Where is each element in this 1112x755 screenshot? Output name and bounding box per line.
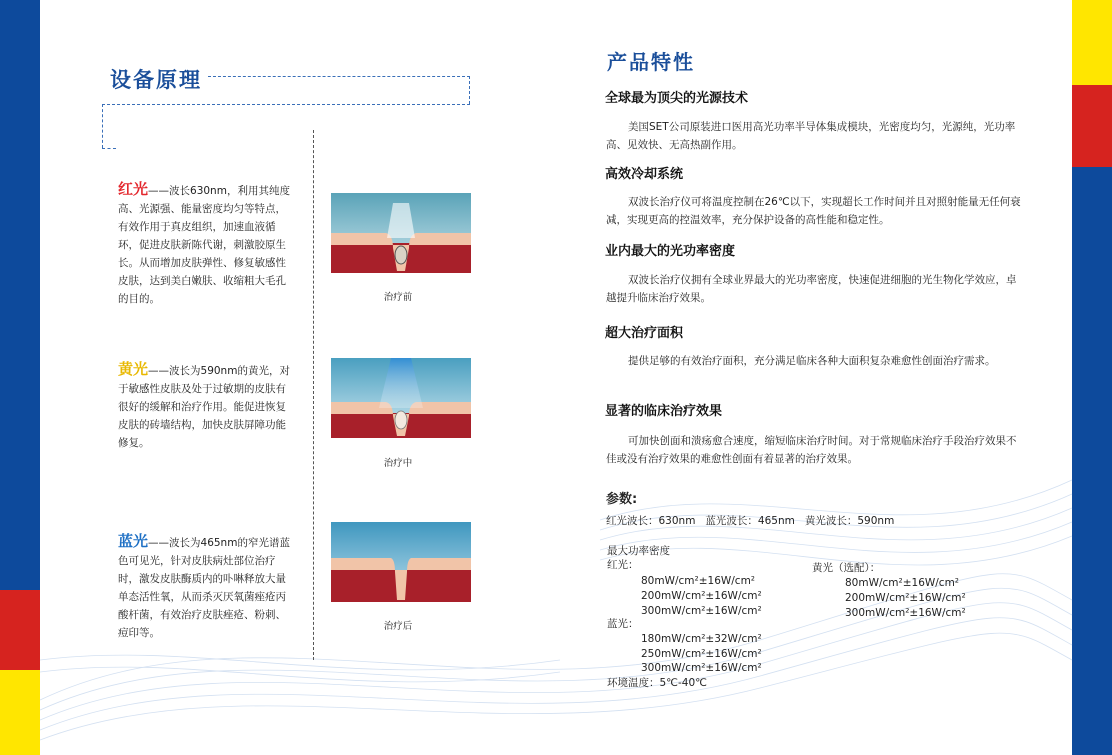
- blue-light-paragraph: [118, 532, 296, 642]
- title-dash-line: [208, 76, 470, 77]
- title-dash-right: [469, 76, 470, 104]
- yellow-light-paragraph: [118, 360, 296, 452]
- red-light-text: ——波长630nm，利用其纯度高、光源强、能量密度均匀等特点，有效作用于真皮组织，加速血液循环，促进皮肤新陈代谢，刺激胶原生长。从而增加皮肤弹性、修复敏感性皮肤，达到美白嫩肤、收缩粗大毛孔的目的。: [118, 185, 290, 305]
- feature-text: 美国SET公司原装进口医用高光功率半导体集成模块，光密度均匀，光源纯，光功率高、见效快、无高热副作用。: [606, 121, 1016, 151]
- params-yellow-value: 80mW/cm²±16W/cm²: [845, 577, 960, 589]
- params-title: 参数:: [606, 492, 638, 507]
- caption-during: 治疗中: [383, 458, 413, 469]
- right-red-bar: [1072, 85, 1112, 167]
- feature-text: 提供足够的有效治疗面积，充分满足临床各种大面积复杂难愈性创面治疗需求。: [628, 355, 996, 367]
- yellow-light-text: ——波长为590nm的黄光，对于敏感性皮肤及处于过敏期的皮肤有很好的缓解和治疗作用。能促进恢复皮肤的砖墙结构，加快皮肤屏障功能修复。: [118, 365, 290, 449]
- feature-text: 可加快创面和溃疡愈合速度，缩短临床治疗时间。对于常规临床治疗手段治疗效果不佳或没有治疗效果的难愈性创面有着显著的治疗效果。: [606, 435, 1017, 465]
- section-title-features: 产品特性: [607, 50, 695, 74]
- treatment-after-image: [331, 522, 471, 602]
- params-red-value: 200mW/cm²±16W/cm²: [641, 590, 762, 602]
- caption-after: 治疗后: [383, 621, 413, 632]
- params-env-temp: 环境温度：5℃-40℃: [607, 677, 707, 689]
- yellow-light-heading: 黄光: [118, 360, 149, 378]
- treatment-before-image: [331, 193, 471, 273]
- red-light-paragraph: [118, 180, 296, 308]
- left-blue-bar: [0, 0, 40, 590]
- params-blue-label: 蓝光：: [607, 618, 639, 630]
- params-blue-value: 250mW/cm²±16W/cm²: [641, 648, 762, 660]
- feature-heading: 业内最大的光功率密度: [605, 244, 736, 259]
- red-light-heading: 红光: [118, 180, 149, 198]
- params-wavelengths: 红光波长：630nm 蓝光波长：465nm 黄光波长：590nm: [606, 515, 895, 527]
- params-blue-value: 300mW/cm²±16W/cm²: [641, 662, 762, 674]
- params-yellow-value: 200mW/cm²±16W/cm²: [845, 592, 966, 604]
- feature-heading: 全球最为顶尖的光源技术: [605, 91, 749, 106]
- left-red-bar: [0, 590, 40, 670]
- params-red-value: 300mW/cm²±16W/cm²: [641, 605, 762, 617]
- params-red-label: 红光：: [607, 559, 639, 571]
- right-blue-bar: [1072, 167, 1112, 755]
- blue-light-heading: 蓝光: [118, 532, 149, 550]
- column-divider: [313, 130, 314, 660]
- title-dash-tail: [102, 148, 116, 149]
- params-yellow-value: 300mW/cm²±16W/cm²: [845, 607, 966, 619]
- caption-before: 治疗前: [383, 292, 413, 303]
- feature-heading: 高效冷却系统: [605, 167, 684, 182]
- treatment-during-image: [331, 358, 471, 438]
- params-red-value: 80mW/cm²±16W/cm²: [641, 575, 756, 587]
- params-yellow-label: 黄光（选配）：: [812, 562, 881, 574]
- left-yellow-bar: [0, 670, 40, 755]
- params-blue-value: 180mW/cm²±32W/cm²: [641, 633, 762, 645]
- right-yellow-bar: [1072, 0, 1112, 85]
- feature-heading: 超大治疗面积: [605, 326, 684, 341]
- title-dash-bottom: [102, 104, 470, 105]
- section-title-principle: 设备原理: [110, 68, 202, 92]
- blue-light-text: ——波长为465nm的窄光谱蓝色可见光，针对皮肤病灶部位治疗时，激发皮肤酶质内的卟啉释放大量单态活性氧，从而杀灭厌氧菌痤疮丙酸杆菌，有效治疗皮肤痤疮、粉刺、痘印等。: [118, 537, 290, 639]
- params-max-density: 最大功率密度: [607, 545, 670, 557]
- feature-text: 双波长治疗仪可将温度控制在26℃以下，实现超长工作时间并且对照射能量无任何衰减，实现更高的控温效率，充分保护设备的高性能和稳定性。: [606, 196, 1021, 226]
- feature-heading: 显著的临床治疗效果: [605, 404, 723, 419]
- feature-text: 双波长治疗仪拥有全球业界最大的光功率密度，快速促进细胞的光生物化学效应，卓越提升临床治疗效果。: [606, 274, 1017, 304]
- title-dash-left: [102, 104, 103, 148]
